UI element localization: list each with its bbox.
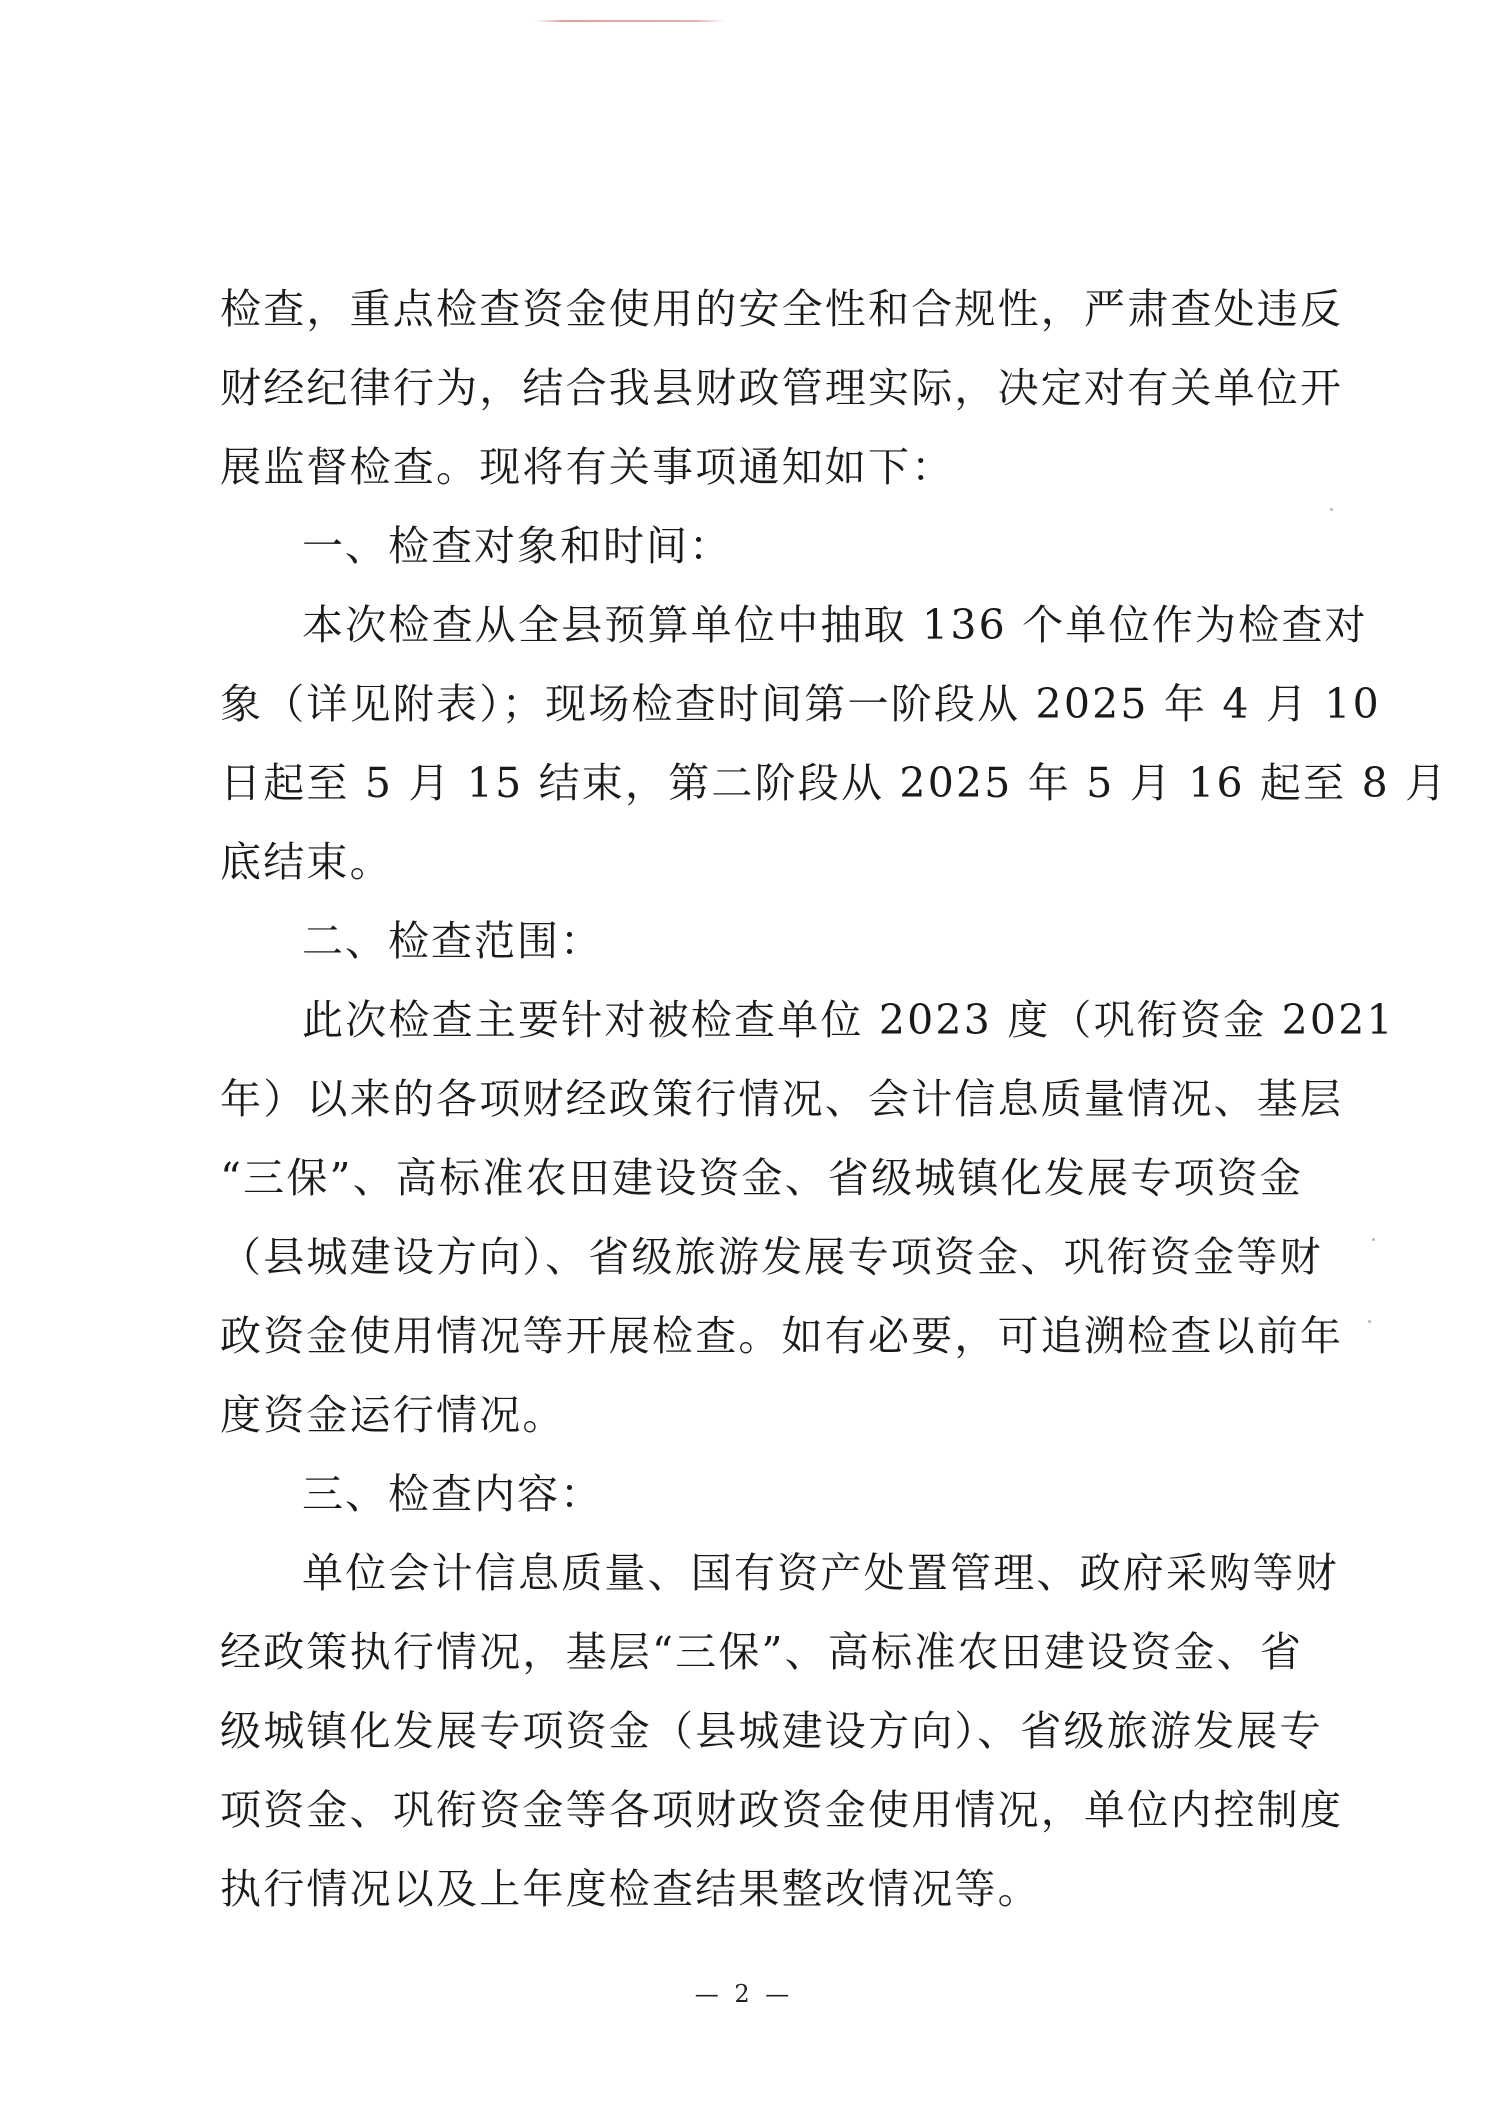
section-heading: 三、检查内容： (302, 1470, 603, 1518)
body-line: 日起至 5 月 15 结束，第二阶段从 2025 年 5 月 16 起至 8 月 (220, 759, 1449, 807)
body-line: 执行情况以及上年度检查结果整改情况等。 (220, 1865, 1041, 1913)
body-line: 此次检查主要针对被检查单位 2023 度（巩衔资金 2021 (302, 996, 1395, 1044)
body-line: 级城镇化发展专项资金（县城建设方向）、省级旅游发展专 (220, 1707, 1323, 1755)
scan-speck (1330, 508, 1333, 511)
body-line: 底结束。 (220, 838, 393, 886)
section-heading: 一、检查对象和时间： (302, 522, 732, 570)
body-line: 检查，重点检查资金使用的安全性和合规性，严肃查处违反 (220, 285, 1344, 333)
body-line: 经政策执行情况，基层“三保”、高标准农田建设资金、省 (220, 1628, 1304, 1676)
scan-speck (1372, 1238, 1375, 1241)
body-line: “三保”、高标准农田建设资金、省级城镇化发展专项资金 (220, 1154, 1304, 1202)
body-line: 项资金、巩衔资金等各项财政资金使用情况，单位内控制度 (220, 1786, 1344, 1834)
body-line: 政资金使用情况等开展检查。如有必要，可追溯检查以前年 (220, 1312, 1344, 1360)
page-number: — 2 — (694, 1980, 794, 2008)
body-line: （县城建设方向）、省级旅游发展专项资金、巩衔资金等财 (220, 1233, 1323, 1281)
scan-speck (1368, 1320, 1371, 1323)
body-line: 象（详见附表）；现场检查时间第一阶段从 2025 年 4 月 10 (220, 680, 1381, 728)
document-body (220, 270, 1449, 1929)
body-line: 本次检查从全县预算单位中抽取 136 个单位作为检查对 (302, 601, 1368, 649)
body-line: 年）以来的各项财经政策行情况、会计信息质量情况、基层 (220, 1075, 1344, 1123)
body-line: 展监督检查。现将有关事项通知如下： (220, 443, 955, 491)
body-line: 单位会计信息质量、国有资产处置管理、政府采购等财 (302, 1549, 1339, 1597)
section-heading: 二、检查范围： (302, 917, 603, 965)
body-line: 度资金运行情况。 (220, 1391, 566, 1439)
scan-artifact-mark (535, 20, 725, 22)
body-line: 财经纪律行为，结合我县财政管理实际，决定对有关单位开 (220, 364, 1344, 412)
